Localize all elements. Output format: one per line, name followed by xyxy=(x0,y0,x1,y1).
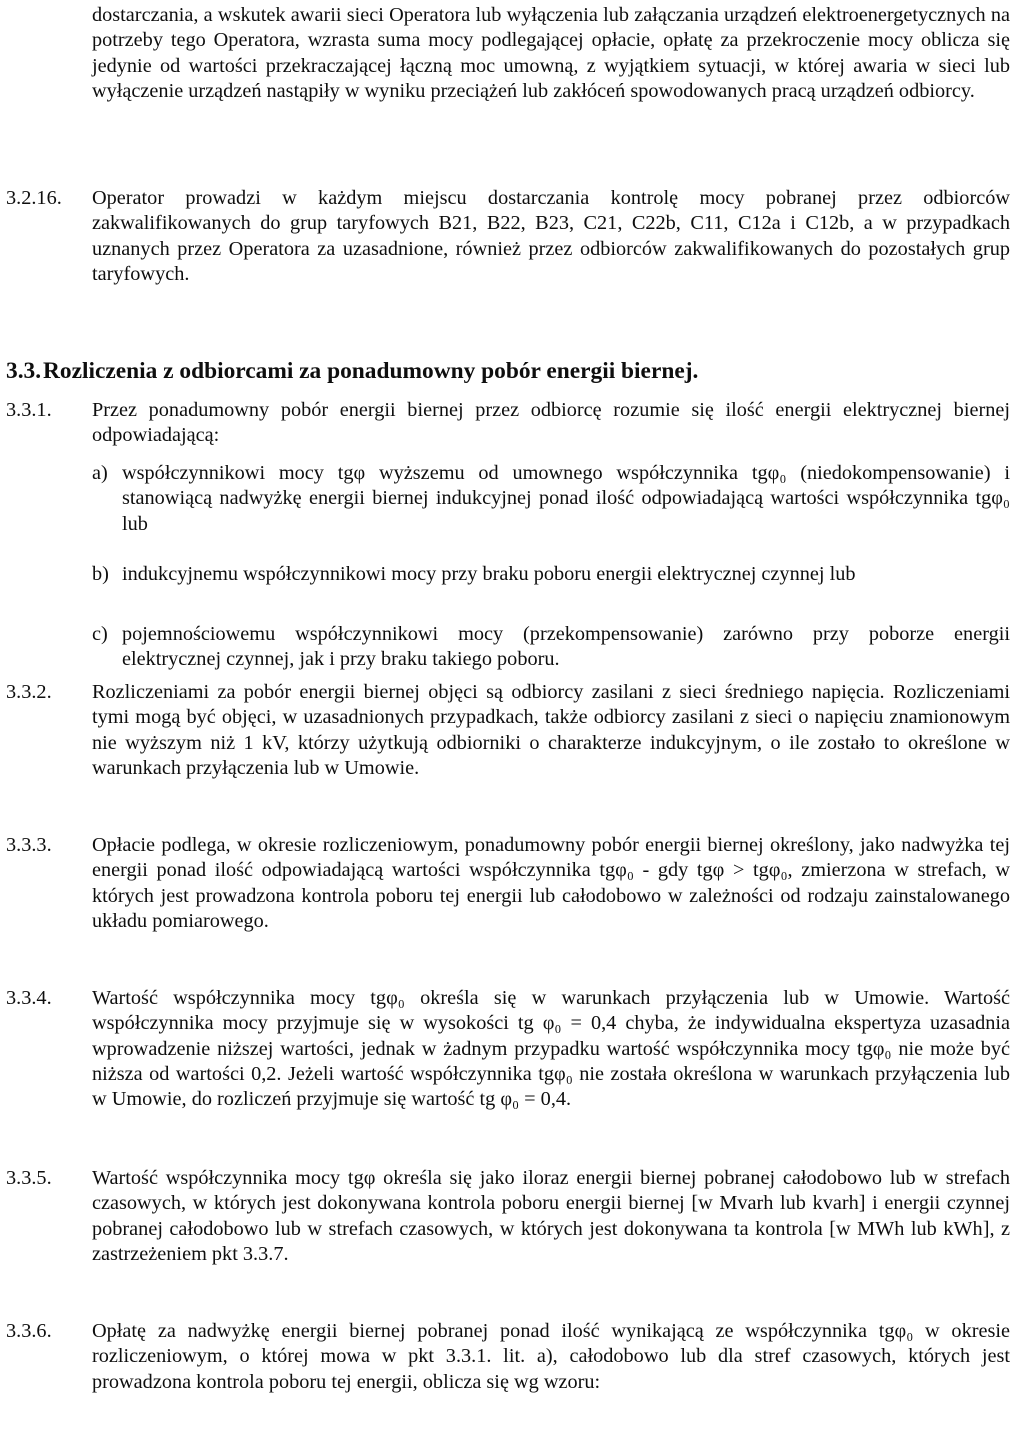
paragraph-text: dostarczania, a wskutek awarii sieci Operatora lub wyłączenia lub załączania urządzeń elektroenergetycznych na potrzeby tego Operatora, wzrasta suma mocy podlegającej opłacie, opłatę za przekroczenie mocy oblicza się jedynie od wartości przekraczającej łączną moc umowną, z wyjątkiem sytuacji, w której awaria w sieci lub wyłączenie urządzeń nastąpiły w wyniku przeciążeń lub zakłóceń spowodowanych pracą urządzeń odbiorcy. xyxy=(92,4,1010,102)
paragraph-number: 3.3.3. xyxy=(6,834,52,856)
section-title: Rozliczenia z odbiorcami za ponadumowny pobór energii biernej. xyxy=(43,358,699,384)
list-item-label: b) xyxy=(92,563,109,585)
section-heading xyxy=(6,357,1010,385)
paragraph-3-3-1 xyxy=(6,398,1010,449)
paragraph-number: 3.2.16. xyxy=(6,187,62,209)
paragraph-number: 3.3.2. xyxy=(6,681,52,703)
paragraph-number: 3.3.1. xyxy=(6,399,52,421)
list-item-text: współczynnikowi mocy tgφ wyższemu od umownego współczynnika tgφ₀ (niedokompensowanie) i stanowiącą nadwyżkę energii biernej indukcyjnej ponad ilość odpowiadającą wartości współczynnika tgφ₀ lub xyxy=(122,462,1010,535)
paragraph-text: Wartość współczynnika mocy tgφ określa się jako iloraz energii biernej pobranej całodobowo lub w strefach czasowych, w których jest dokonywana kontrola poboru energii biernej [w Mvarh lub kvarh] i energii czynnej pobranej całodobowo lub w strefach czasowych, w których jest dokonywana ta kontrola [w MWh lub kWh], z zastrzeżeniem pkt 3.3.7. xyxy=(92,1167,1010,1265)
paragraph-text: Wartość współczynnika mocy tgφ₀ określa się w warunkach przyłączenia lub w Umowie. Wartość współczynnika mocy przyjmuje się w wysokości tg φ₀ = 0,4 chyba, że indywidualna ekspertyza uzasadnia wprowadzenie niższej wartości, jednak w żadnym przypadku wartość współczynnika mocy tgφ₀ nie może być niższa od wartości 0,2. Jeżeli wartość współczynnika tgφ₀ nie została określona w warunkach przyłączenia lub w Umowie, do rozliczeń przyjmuje się wartość tg φ₀ = 0,4. xyxy=(92,987,1010,1111)
paragraph-3-3-3 xyxy=(6,833,1010,934)
paragraph-3-3-2 xyxy=(6,680,1010,781)
list-item-b xyxy=(92,562,1010,587)
paragraph-number: 3.3.6. xyxy=(6,1320,52,1342)
paragraph-3-3-6 xyxy=(6,1319,1010,1395)
paragraph-text: Opłatę za nadwyżkę energii biernej pobranej ponad ilość wynikającą ze współczynnika tgφ₀ w okresie rozliczeniowym, o której mowa w pkt 3.3.1. lit. a), całodobowo lub dla stref czasowych, których jest prowadzona kontrola poboru tej energii, oblicza się wg wzoru: xyxy=(92,1320,1010,1393)
paragraph-text: Przez ponadumowny pobór energii biernej przez odbiorcę rozumie się ilość energii elektrycznej biernej odpowiadającą: xyxy=(92,399,1010,447)
paragraph-text: Operator prowadzi w każdym miejscu dostarczania kontrolę mocy pobranej przez odbiorców zakwalifikowanych do grup taryfowych B21, B22, B23, C21, C22b, C11, C12a i C12b, a w przypadkach uznanych przez Operatora za uzasadnione, również przez odbiorców zakwalifikowanych do pozostałych grup taryfowych. xyxy=(92,187,1010,285)
list-item-c xyxy=(92,622,1010,673)
list-item-label: a) xyxy=(92,462,108,484)
paragraph-3-2-16 xyxy=(6,186,1010,287)
paragraph-number: 3.3.4. xyxy=(6,987,52,1009)
paragraph-number: 3.3.5. xyxy=(6,1167,52,1189)
continued-paragraph xyxy=(92,3,1010,104)
paragraph-3-3-5 xyxy=(6,1166,1010,1267)
list-item-a xyxy=(92,461,1010,537)
section-number: 3.3. xyxy=(6,358,42,384)
paragraph-text: Opłacie podlega, w okresie rozliczeniowym, ponadumowny pobór energii biernej określony, jako nadwyżka tej energii ponad ilość odpowiadającą wartości współczynnika tgφ₀ - gdy tgφ > tgφ₀, zmierzona w strefach, w których jest prowadzona kontrola poboru tej energii lub całodobowo w zależności od rodzaju zainstalowanego układu pomiarowego. xyxy=(92,834,1010,932)
paragraph-3-3-4 xyxy=(6,986,1010,1112)
paragraph-text: Rozliczeniami za pobór energii biernej objęci są odbiorcy zasilani z sieci średniego napięcia. Rozliczeniami tymi mogą być objęci, w uzasadnionych przypadkach, także odbiorcy zasilani z sieci o napięciu znamionowym nie wyższym niż 1 kV, którzy użytkują odbiorniki o charakterze indukcyjnym, o ile zostało to określone w warunkach przyłączenia lub w Umowie. xyxy=(92,681,1010,779)
list-item-text: pojemnościowemu współczynnikowi mocy (przekompensowanie) zarówno przy poborze energii elektrycznej czynnej, jak i przy braku takiego poboru. xyxy=(122,623,1010,671)
list-item-label: c) xyxy=(92,623,108,645)
list-item-text: indukcyjnemu współczynnikowi mocy przy braku poboru energii elektrycznej czynnej lub xyxy=(122,563,856,585)
